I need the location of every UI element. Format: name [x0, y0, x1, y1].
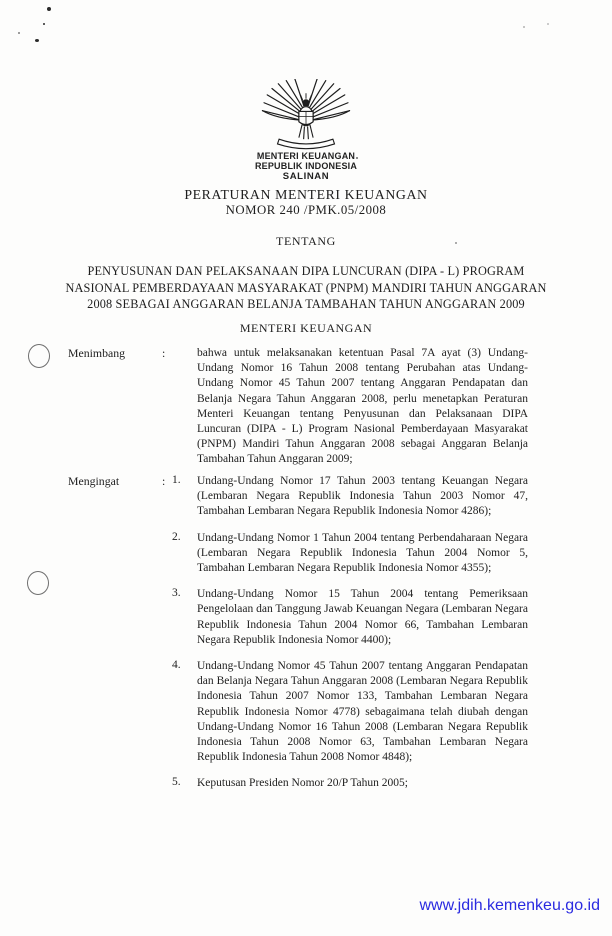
item-number: 3. — [172, 587, 181, 600]
ink-speck — [547, 23, 549, 25]
regulation-number: NOMOR 240 /PMK.05/2008 — [225, 203, 387, 217]
subject-title-line: PENYUSUNAN DAN PELAKSANAAN DIPA LUNCURAN (DIPA - L) PROGRAM — [87, 264, 525, 278]
item-number: 4. — [172, 659, 181, 672]
about-label: TENTANG — [276, 234, 336, 248]
subject-title-line: NASIONAL PEMBERDAYAAN MASYARAKAT (PNPM) MANDIRI TAHUN ANGGARAN — [65, 281, 547, 295]
item-text: Undang-Undang Nomor 1 Tahun 2004 tentang Perbendaharaan Negara (Lembaran Negara Republik Indonesia Tahun 2004 Nomor 5, Tambahan Lembaran Negara Republik Indonesia Nomor 4355); — [197, 531, 528, 575]
ministry-name: MENTERI KEUANGAN — [256, 151, 356, 161]
item-number: 1. — [172, 474, 181, 486]
hole-punch-mark — [27, 571, 49, 595]
item-text: Undang-Undang Nomor 17 Tahun 2003 tentang Keuangan Negara (Lembaran Negara Republik Indonesia Tahun 2003 Nomor 47, Tambahan Lembaran Negara Republik Indonesia Nomor 4286); — [197, 475, 528, 518]
considering-label: Menimbang — [68, 346, 126, 360]
item-text: Keputusan Presiden Nomor 20/P Tahun 2005; — [197, 777, 408, 790]
jdih-website-link[interactable]: www.jdih.kemenkeu.go.id — [419, 897, 600, 914]
considering-separator: : — [162, 346, 166, 360]
regulation-title: PERATURAN MENTERI KEUANGAN — [184, 187, 428, 202]
ink-speck — [47, 7, 51, 11]
recalling-label: Mengingat — [68, 474, 120, 488]
ink-speck — [43, 23, 45, 25]
ink-speck — [35, 39, 39, 42]
list-item — [68, 531, 528, 577]
considering-section — [68, 346, 528, 468]
item-text: Undang-Undang Nomor 45 Tahun 2007 tentang Anggaran Pendapatan dan Belanja Negara Tahun Anggaran 2008 (Lembaran Negara Republik Indonesia Tahun 2007 Nomor 133, Tambahan Lembaran Negara Republik Indonesia Nomor 4778) sebagaimana telah diubah dengan Undang-Undang Nomor 16 Tahun 2008 (Lembaran Negara Republik Indonesia Tahun 2008 Nomor 63, Tambahan Lembaran Negara Republik Indonesia Tahun 2008 Nomor 4848); — [197, 660, 528, 764]
considering-text: bahwa untuk melaksanakan ketentuan Pasal 7A ayat (3) Undang-Undang Nomor 16 Tahun 2008 tentang Perubahan atas Undang-Undang Nomor 45 Tahun 2007 tentang Anggaran Pendapatan dan Belanja Negara Tahun Anggaran 2008, perlu menetapkan Peraturan Menteri Keuangan tentang Penyusunan dan Pelaksanaan DIPA Luncuran (DIPA - L) Program Nasional Pemberdayaan Masyarakat (PNPM) Mandiri Tahun Anggaran 2008 sebagai Anggaran Belanja Tambahan Tahun Anggaran 2009; — [197, 347, 528, 466]
recalling-section — [68, 474, 528, 803]
item-number: 2. — [172, 530, 181, 543]
recalling-separator: : — [162, 474, 166, 488]
issuer-title: MENTERI KEUANGAN — [239, 321, 373, 335]
garuda-pancasila-emblem-icon — [258, 79, 354, 155]
copy-stamp: SALINAN — [282, 171, 330, 182]
subject-title-line: 2008 SEBAGAI ANGGARAN BELANJA TAMBAHAN TAHUN ANGGARAN 2009 — [87, 297, 525, 311]
list-item — [68, 776, 528, 791]
ink-speck — [18, 32, 20, 34]
list-item — [68, 587, 528, 648]
republic-name: REPUBLIK INDONESIA — [254, 161, 358, 171]
list-item — [68, 659, 528, 765]
hole-punch-mark — [28, 344, 50, 368]
ink-speck — [523, 26, 525, 28]
list-item — [68, 474, 528, 520]
item-number: 5. — [172, 776, 181, 789]
item-text: Undang-Undang Nomor 15 Tahun 2004 tentang Pemeriksaan Pengelolaan dan Tanggung Jawab Keuangan Negara (Lembaran Negara Republik Indonesia Tahun 2004 Nomor 66, Tambahan Lembaran Negara Republik Indonesia Nomor 4400); — [197, 588, 528, 646]
